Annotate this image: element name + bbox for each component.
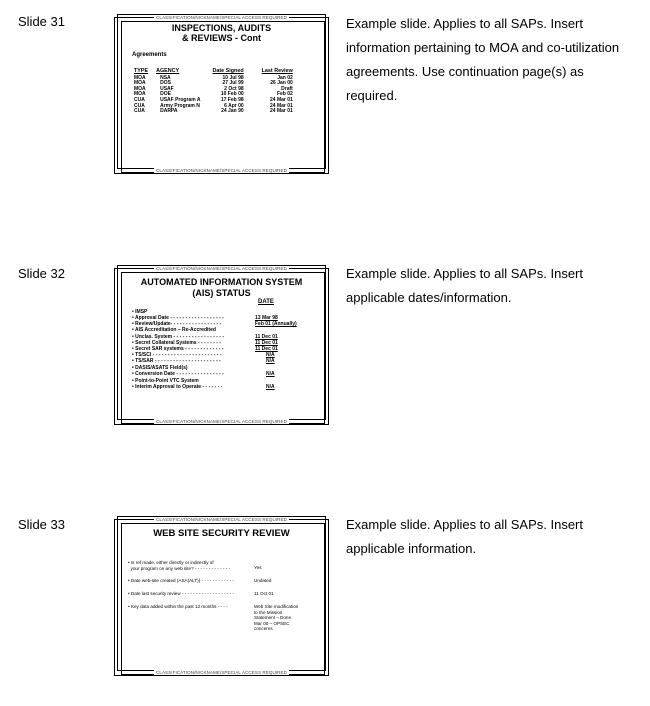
list-item-value: N/A bbox=[266, 384, 275, 390]
list-item-value: Web Site modification to the Mission Statement – Done Mar 00 – OPSEC concerns bbox=[254, 604, 299, 632]
list-item: • Date last security review - - - - - - - - - - - - - - - - - - - bbox=[128, 591, 234, 596]
classification-banner-bottom: CLASSIFICATION/NICKNAME/SPECIAL ACCESS REQUIRED bbox=[156, 168, 287, 173]
column-header: Last Review bbox=[261, 68, 293, 74]
list-item: • Point-to-Point VTC System bbox=[132, 378, 199, 384]
list-item: • IMSP bbox=[132, 309, 148, 315]
slide-description: Example slide. Applies to all SAPs. Insert applicable dates/information. bbox=[346, 266, 584, 305]
list-item-value: 11 Oct 01 bbox=[254, 591, 274, 596]
table-row: CUA DARPA 24 Jan 90 24 Mar 01 bbox=[134, 108, 293, 115]
list-item: • Date web-site created (ASA(ALT)) - - - - - - - - - - - - bbox=[128, 578, 234, 583]
classification-banner-top: CLASSIFICATION/NICKNAME/SPECIAL ACCESS REQUIRED bbox=[156, 15, 287, 20]
list-item: • Key data added within the past 12 months - - - - bbox=[128, 604, 228, 609]
list-item: • Conversion Date - - - - - - - - - - - - - - - - bbox=[132, 371, 224, 377]
list-item: • Interim Approval to Operate - - - - - - - bbox=[132, 384, 223, 390]
table-row: MOA DOE 10 Feb 00 Feb 02 bbox=[134, 91, 293, 98]
list-item-value: Undated bbox=[254, 578, 272, 583]
list-item: • TS/SAR - - - - - - - - - - - - - - - - - - - - - - bbox=[132, 358, 221, 364]
list-item: • Is ref made, either directly or indirectly of your program on any web site? - - - - - - - - - - - - - bbox=[128, 560, 231, 571]
list-item-value: 11 Dec 01 bbox=[255, 340, 278, 346]
list-item-value: Feb 01 (Annually) bbox=[255, 321, 297, 327]
table-row: MOA NSA 10 Jul 98 Jan 02 bbox=[134, 74, 293, 81]
thumbnail-slide-32[interactable] bbox=[114, 265, 329, 425]
list-item: • DASIS/ASATS Field(s) bbox=[132, 365, 188, 371]
classification-banner-top: CLASSIFICATION/NICKNAME/SPECIAL ACCESS REQUIRED bbox=[156, 266, 287, 271]
date-column-header: DATE bbox=[258, 299, 274, 305]
slide-label: Slide 33 bbox=[18, 517, 65, 532]
list-item-value: 13 Mar 98 bbox=[255, 315, 278, 321]
slide-label: Slide 32 bbox=[18, 266, 65, 281]
agreements-table bbox=[132, 69, 295, 115]
slide-label: Slide 31 bbox=[18, 14, 65, 29]
slide-title: WEB SITE SECURITY REVIEW bbox=[153, 528, 290, 539]
table-row: MOA DOS 27 Jul 99 26 Jan 00 bbox=[134, 80, 293, 87]
slide-description: Example slide. Applies to all SAPs. Insert information pertaining to MOA and co-utilization agreements. Use continuation page(s) as required. bbox=[346, 16, 620, 103]
classification-banner-bottom: CLASSIFICATION/NICKNAME/SPECIAL ACCESS REQUIRED bbox=[156, 670, 287, 675]
list-item: • Approval Date - - - - - - - - - - - - - - - - - - bbox=[132, 315, 224, 321]
list-item-value: 11 Dec 01 bbox=[255, 346, 278, 352]
thumbnail-slide-33[interactable] bbox=[114, 516, 329, 676]
slide-title: INSPECTIONS, AUDITS & REVIEWS - Cont bbox=[171, 23, 272, 43]
table-row: MOA USAF 2 Oct 98 Draft bbox=[134, 85, 293, 92]
classification-banner-bottom: CLASSIFICATION/NICKNAME/SPECIAL ACCESS REQUIRED bbox=[156, 419, 287, 424]
list-item: • Secret SAR systems - - - - - - - - - - - - - bbox=[132, 346, 224, 352]
column-header: TYPE bbox=[134, 68, 149, 74]
slide-subtitle: Agreements bbox=[132, 52, 167, 58]
slide-description: Example slide. Applies to all SAPs. Insert applicable information. bbox=[346, 517, 584, 556]
column-header: AGENCY bbox=[156, 68, 180, 74]
list-item-value: Yes bbox=[254, 565, 262, 570]
thumbnail-slide-31[interactable] bbox=[114, 14, 329, 174]
slide-title: AUTOMATED INFORMATION SYSTEM (AIS) STATUS bbox=[140, 277, 303, 298]
column-header: Date Signed bbox=[212, 68, 244, 74]
list-item: • Unclas. System - - - - - - - - - - - - - - - - - bbox=[132, 334, 225, 340]
list-item: • AIS Accreditation – Re-Accredited bbox=[132, 327, 216, 333]
table-row: CUA USAF Program A 17 Feb 98 24 Mar 01 bbox=[134, 96, 293, 103]
list-item: • Secret Collateral Systems - - - - - - - - bbox=[132, 340, 221, 346]
list-item-value: N/A bbox=[266, 358, 275, 364]
classification-banner-top: CLASSIFICATION/NICKNAME/SPECIAL ACCESS REQUIRED bbox=[156, 517, 287, 522]
table-row: CUA Army Program N 6 Apr 00 24 Mar 01 bbox=[134, 102, 293, 109]
list-item-value: 11 Dec 01 bbox=[255, 334, 278, 340]
list-item-value: N/A bbox=[266, 371, 275, 377]
list-item: • Review/Update- - - - - - - - - - - - - - - - - bbox=[132, 321, 222, 327]
list-item: • TS/SCI - - - - - - - - - - - - - - - - - - - - - - - bbox=[132, 352, 222, 358]
list-item-value: N/A bbox=[266, 352, 275, 358]
